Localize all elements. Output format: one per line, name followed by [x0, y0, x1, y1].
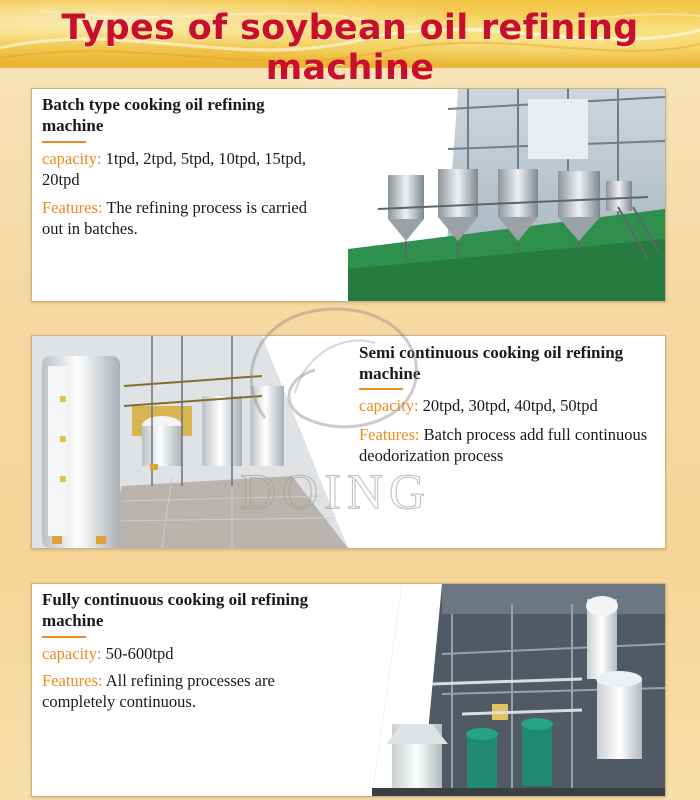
capacity-label: capacity:: [42, 149, 102, 168]
fully-continuous-machine-photo: [372, 584, 665, 796]
card-title: Semi continuous cooking oil refining machine: [359, 343, 624, 383]
capacity-label: capacity:: [42, 644, 102, 663]
features-label: Features:: [359, 425, 420, 444]
features-label: Features:: [42, 198, 103, 217]
capacity-label: capacity:: [359, 396, 419, 415]
capacity-text: [42, 148, 312, 190]
card-title: Batch type cooking oil refining machine: [42, 95, 265, 135]
features-value: All refining processes are completely continuous.: [42, 671, 275, 711]
features-text: [42, 197, 312, 239]
features-label: Features:: [42, 671, 103, 690]
features-value: Batch process add full continuous deodorization process: [359, 425, 648, 465]
card-title: Fully continuous cooking oil refining machine: [42, 590, 309, 630]
capacity-value: 20tpd, 30tpd, 40tpd, 50tpd: [422, 396, 598, 415]
page-title: Types of soybean oil refining machine: [61, 8, 639, 88]
card-fully-continuous: [31, 583, 666, 797]
watermark-text: DOING: [240, 463, 432, 519]
title-underline: [42, 636, 86, 638]
card-batch-type: [31, 88, 666, 302]
features-text: [42, 670, 327, 712]
title-underline: [42, 141, 86, 143]
batch-machine-photo: [348, 89, 665, 301]
features-value: The refining process is carried out in batches.: [42, 198, 307, 238]
capacity-text: [42, 643, 322, 664]
watermark-logo-icon: [225, 298, 465, 448]
header-banner: [0, 0, 700, 88]
capacity-value: 1tpd, 2tpd, 5tpd, 10tpd, 15tpd, 20tpd: [42, 149, 306, 189]
capacity-value: 50-600tpd: [105, 644, 174, 663]
